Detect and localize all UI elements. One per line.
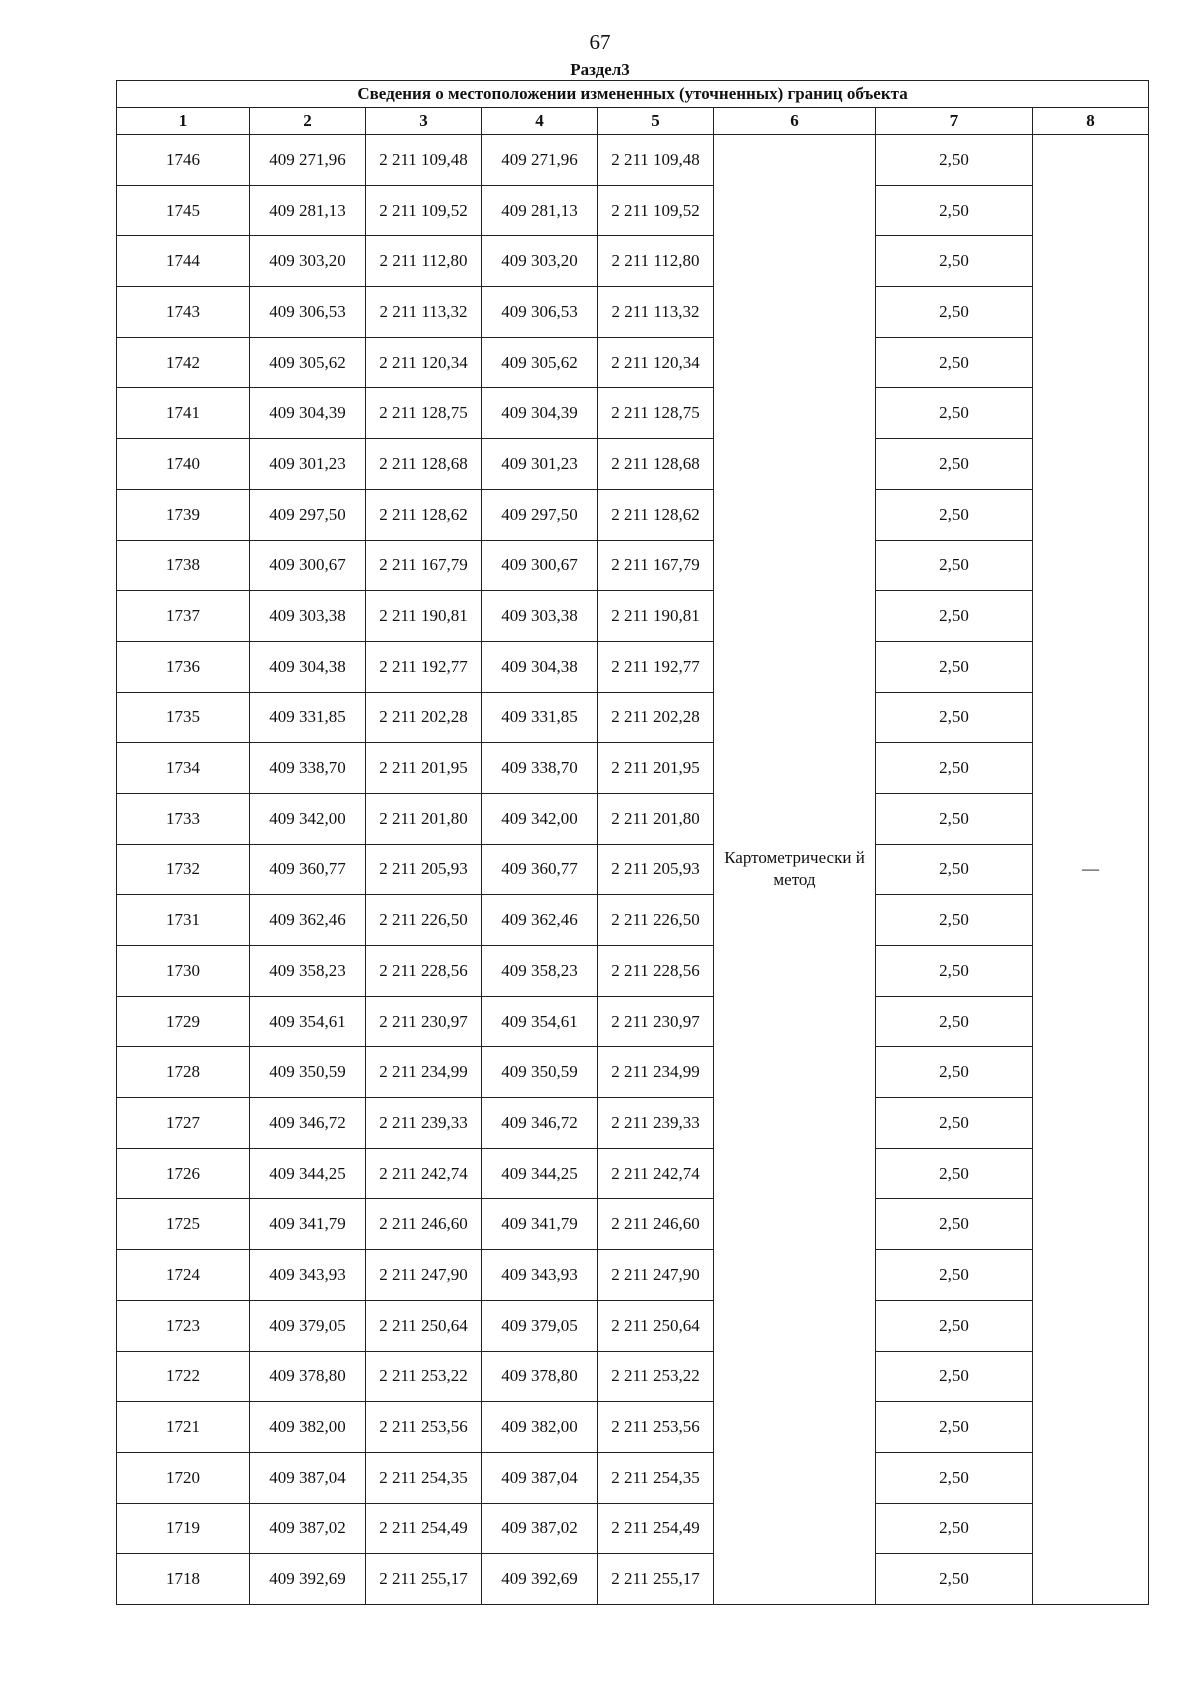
table-row [117,1554,1149,1605]
column-header: 2 [250,108,366,135]
accuracy-cell: 2,50 [876,1351,1033,1402]
table-row [117,692,1149,743]
y-new-cell: 2 211 253,22 [598,1351,714,1402]
x-new-cell: 409 300,67 [482,540,598,591]
x-old-cell: 409 305,62 [250,337,366,388]
table-row [117,135,1149,186]
accuracy-cell: 2,50 [876,743,1033,794]
x-old-cell: 409 343,93 [250,1250,366,1301]
point-number-cell: 1736 [117,641,250,692]
y-new-cell: 2 211 242,74 [598,1148,714,1199]
point-number-cell: 1732 [117,844,250,895]
accuracy-cell: 2,50 [876,439,1033,490]
y-old-cell: 2 211 109,52 [366,185,482,236]
accuracy-cell: 2,50 [876,540,1033,591]
y-old-cell: 2 211 192,77 [366,641,482,692]
x-old-cell: 409 303,20 [250,236,366,287]
y-old-cell: 2 211 246,60 [366,1199,482,1250]
y-new-cell: 2 211 250,64 [598,1300,714,1351]
y-old-cell: 2 211 167,79 [366,540,482,591]
y-old-cell: 2 211 201,95 [366,743,482,794]
x-old-cell: 409 342,00 [250,793,366,844]
y-new-cell: 2 211 255,17 [598,1554,714,1605]
table-row [117,388,1149,439]
accuracy-cell: 2,50 [876,1047,1033,1098]
x-old-cell: 409 331,85 [250,692,366,743]
y-old-cell: 2 211 230,97 [366,996,482,1047]
x-old-cell: 409 392,69 [250,1554,366,1605]
x-new-cell: 409 338,70 [482,743,598,794]
x-old-cell: 409 387,02 [250,1503,366,1554]
accuracy-cell: 2,50 [876,895,1033,946]
x-new-cell: 409 297,50 [482,489,598,540]
point-number-cell: 1730 [117,946,250,997]
accuracy-cell: 2,50 [876,1402,1033,1453]
table-row [117,946,1149,997]
column-header: 3 [366,108,482,135]
column8-cell: — [1033,135,1149,1605]
table-row [117,1402,1149,1453]
y-old-cell: 2 211 242,74 [366,1148,482,1199]
y-new-cell: 2 211 128,62 [598,489,714,540]
accuracy-cell: 2,50 [876,1148,1033,1199]
table-row [117,793,1149,844]
point-number-cell: 1741 [117,388,250,439]
point-number-cell: 1737 [117,591,250,642]
y-new-cell: 2 211 190,81 [598,591,714,642]
x-new-cell: 409 305,62 [482,337,598,388]
point-number-cell: 1728 [117,1047,250,1098]
y-old-cell: 2 211 234,99 [366,1047,482,1098]
y-new-cell: 2 211 113,32 [598,287,714,338]
header-row [117,108,1149,135]
accuracy-cell: 2,50 [876,185,1033,236]
y-new-cell: 2 211 247,90 [598,1250,714,1301]
x-new-cell: 409 350,59 [482,1047,598,1098]
y-new-cell: 2 211 246,60 [598,1199,714,1250]
column-header: 7 [876,108,1033,135]
table-row [117,996,1149,1047]
y-old-cell: 2 211 128,75 [366,388,482,439]
x-old-cell: 409 379,05 [250,1300,366,1351]
x-new-cell: 409 341,79 [482,1199,598,1250]
column-header: 4 [482,108,598,135]
point-number-cell: 1746 [117,135,250,186]
y-old-cell: 2 211 228,56 [366,946,482,997]
table-row [117,591,1149,642]
x-old-cell: 409 362,46 [250,895,366,946]
table-row [117,1351,1149,1402]
y-old-cell: 2 211 250,64 [366,1300,482,1351]
x-new-cell: 409 379,05 [482,1300,598,1351]
table-row [117,1503,1149,1554]
y-old-cell: 2 211 226,50 [366,895,482,946]
table-row [117,844,1149,895]
x-old-cell: 409 306,53 [250,287,366,338]
y-new-cell: 2 211 254,49 [598,1503,714,1554]
y-old-cell: 2 211 253,22 [366,1351,482,1402]
point-number-cell: 1720 [117,1452,250,1503]
table-row [117,1250,1149,1301]
x-old-cell: 409 297,50 [250,489,366,540]
y-new-cell: 2 211 201,80 [598,793,714,844]
x-new-cell: 409 343,93 [482,1250,598,1301]
x-old-cell: 409 300,67 [250,540,366,591]
table-row [117,641,1149,692]
x-new-cell: 409 303,38 [482,591,598,642]
x-new-cell: 409 271,96 [482,135,598,186]
y-new-cell: 2 211 205,93 [598,844,714,895]
accuracy-cell: 2,50 [876,388,1033,439]
y-old-cell: 2 211 255,17 [366,1554,482,1605]
accuracy-cell: 2,50 [876,641,1033,692]
point-number-cell: 1735 [117,692,250,743]
point-number-cell: 1744 [117,236,250,287]
point-number-cell: 1723 [117,1300,250,1351]
accuracy-cell: 2,50 [876,135,1033,186]
point-number-cell: 1722 [117,1351,250,1402]
x-old-cell: 409 378,80 [250,1351,366,1402]
x-old-cell: 409 346,72 [250,1098,366,1149]
y-old-cell: 2 211 247,90 [366,1250,482,1301]
x-new-cell: 409 360,77 [482,844,598,895]
y-new-cell: 2 211 239,33 [598,1098,714,1149]
y-new-cell: 2 211 167,79 [598,540,714,591]
table-row [117,540,1149,591]
page-number: 67 [589,30,611,54]
table-row [117,895,1149,946]
point-number-cell: 1745 [117,185,250,236]
x-old-cell: 409 341,79 [250,1199,366,1250]
x-old-cell: 409 358,23 [250,946,366,997]
y-old-cell: 2 211 113,32 [366,287,482,338]
y-new-cell: 2 211 253,56 [598,1402,714,1453]
table-row [117,1148,1149,1199]
point-number-cell: 1724 [117,1250,250,1301]
y-old-cell: 2 211 205,93 [366,844,482,895]
x-new-cell: 409 387,02 [482,1503,598,1554]
x-new-cell: 409 387,04 [482,1452,598,1503]
accuracy-cell: 2,50 [876,996,1033,1047]
accuracy-cell: 2,50 [876,591,1033,642]
x-new-cell: 409 342,00 [482,793,598,844]
accuracy-cell: 2,50 [876,1098,1033,1149]
x-new-cell: 409 303,20 [482,236,598,287]
y-new-cell: 2 211 234,99 [598,1047,714,1098]
table-row [117,439,1149,490]
x-old-cell: 409 350,59 [250,1047,366,1098]
x-old-cell: 409 360,77 [250,844,366,895]
x-old-cell: 409 387,04 [250,1452,366,1503]
point-number-cell: 1738 [117,540,250,591]
y-old-cell: 2 211 109,48 [366,135,482,186]
y-old-cell: 2 211 190,81 [366,591,482,642]
method-cell: Картометрически й метод [714,135,876,1605]
accuracy-cell: 2,50 [876,1300,1033,1351]
point-number-cell: 1718 [117,1554,250,1605]
x-new-cell: 409 344,25 [482,1148,598,1199]
point-number-cell: 1739 [117,489,250,540]
y-old-cell: 2 211 128,62 [366,489,482,540]
table-row [117,185,1149,236]
y-new-cell: 2 211 109,48 [598,135,714,186]
accuracy-cell: 2,50 [876,1452,1033,1503]
point-number-cell: 1719 [117,1503,250,1554]
column-header: 8 [1033,108,1149,135]
table-row [117,337,1149,388]
table-caption: Сведения о местоположении измененных (уточненных) границ объекта [117,81,1149,108]
table-row [117,1300,1149,1351]
table-row [117,1047,1149,1098]
x-old-cell: 409 301,23 [250,439,366,490]
accuracy-cell: 2,50 [876,287,1033,338]
x-new-cell: 409 301,23 [482,439,598,490]
y-new-cell: 2 211 112,80 [598,236,714,287]
point-number-cell: 1733 [117,793,250,844]
x-new-cell: 409 358,23 [482,946,598,997]
table-row [117,1098,1149,1149]
y-old-cell: 2 211 254,49 [366,1503,482,1554]
x-old-cell: 409 338,70 [250,743,366,794]
x-old-cell: 409 271,96 [250,135,366,186]
table-row [117,287,1149,338]
y-old-cell: 2 211 239,33 [366,1098,482,1149]
table-row [117,1199,1149,1250]
x-new-cell: 409 362,46 [482,895,598,946]
section-label: Раздел3 [570,60,630,79]
table-row [117,743,1149,794]
accuracy-cell: 2,50 [876,844,1033,895]
y-new-cell: 2 211 128,75 [598,388,714,439]
accuracy-cell: 2,50 [876,1199,1033,1250]
x-old-cell: 409 304,39 [250,388,366,439]
table-body [117,135,1149,1605]
x-old-cell: 409 354,61 [250,996,366,1047]
coordinates-table [116,80,1149,1605]
y-old-cell: 2 211 254,35 [366,1452,482,1503]
accuracy-cell: 2,50 [876,1554,1033,1605]
point-number-cell: 1734 [117,743,250,794]
y-old-cell: 2 211 112,80 [366,236,482,287]
column-header: 6 [714,108,876,135]
accuracy-cell: 2,50 [876,337,1033,388]
accuracy-cell: 2,50 [876,1503,1033,1554]
point-number-cell: 1721 [117,1402,250,1453]
y-old-cell: 2 211 202,28 [366,692,482,743]
column-header: 5 [598,108,714,135]
x-new-cell: 409 304,39 [482,388,598,439]
y-old-cell: 2 211 201,80 [366,793,482,844]
point-number-cell: 1726 [117,1148,250,1199]
point-number-cell: 1740 [117,439,250,490]
column-header: 1 [117,108,250,135]
point-number-cell: 1731 [117,895,250,946]
y-new-cell: 2 211 109,52 [598,185,714,236]
y-new-cell: 2 211 201,95 [598,743,714,794]
point-number-cell: 1727 [117,1098,250,1149]
y-new-cell: 2 211 120,34 [598,337,714,388]
y-new-cell: 2 211 202,28 [598,692,714,743]
table-row [117,489,1149,540]
accuracy-cell: 2,50 [876,692,1033,743]
x-new-cell: 409 346,72 [482,1098,598,1149]
x-new-cell: 409 281,13 [482,185,598,236]
accuracy-cell: 2,50 [876,489,1033,540]
point-number-cell: 1743 [117,287,250,338]
x-old-cell: 409 304,38 [250,641,366,692]
accuracy-cell: 2,50 [876,793,1033,844]
x-new-cell: 409 304,38 [482,641,598,692]
y-new-cell: 2 211 128,68 [598,439,714,490]
x-new-cell: 409 354,61 [482,996,598,1047]
x-new-cell: 409 378,80 [482,1351,598,1402]
x-new-cell: 409 382,00 [482,1402,598,1453]
y-old-cell: 2 211 253,56 [366,1402,482,1453]
table-row [117,1452,1149,1503]
y-new-cell: 2 211 192,77 [598,641,714,692]
y-new-cell: 2 211 254,35 [598,1452,714,1503]
accuracy-cell: 2,50 [876,946,1033,997]
accuracy-cell: 2,50 [876,1250,1033,1301]
x-new-cell: 409 306,53 [482,287,598,338]
point-number-cell: 1729 [117,996,250,1047]
y-new-cell: 2 211 226,50 [598,895,714,946]
accuracy-cell: 2,50 [876,236,1033,287]
point-number-cell: 1742 [117,337,250,388]
table-row [117,236,1149,287]
y-new-cell: 2 211 230,97 [598,996,714,1047]
x-old-cell: 409 281,13 [250,185,366,236]
x-new-cell: 409 331,85 [482,692,598,743]
y-old-cell: 2 211 120,34 [366,337,482,388]
x-old-cell: 409 344,25 [250,1148,366,1199]
y-new-cell: 2 211 228,56 [598,946,714,997]
point-number-cell: 1725 [117,1199,250,1250]
x-new-cell: 409 392,69 [482,1554,598,1605]
x-old-cell: 409 303,38 [250,591,366,642]
x-old-cell: 409 382,00 [250,1402,366,1453]
y-old-cell: 2 211 128,68 [366,439,482,490]
